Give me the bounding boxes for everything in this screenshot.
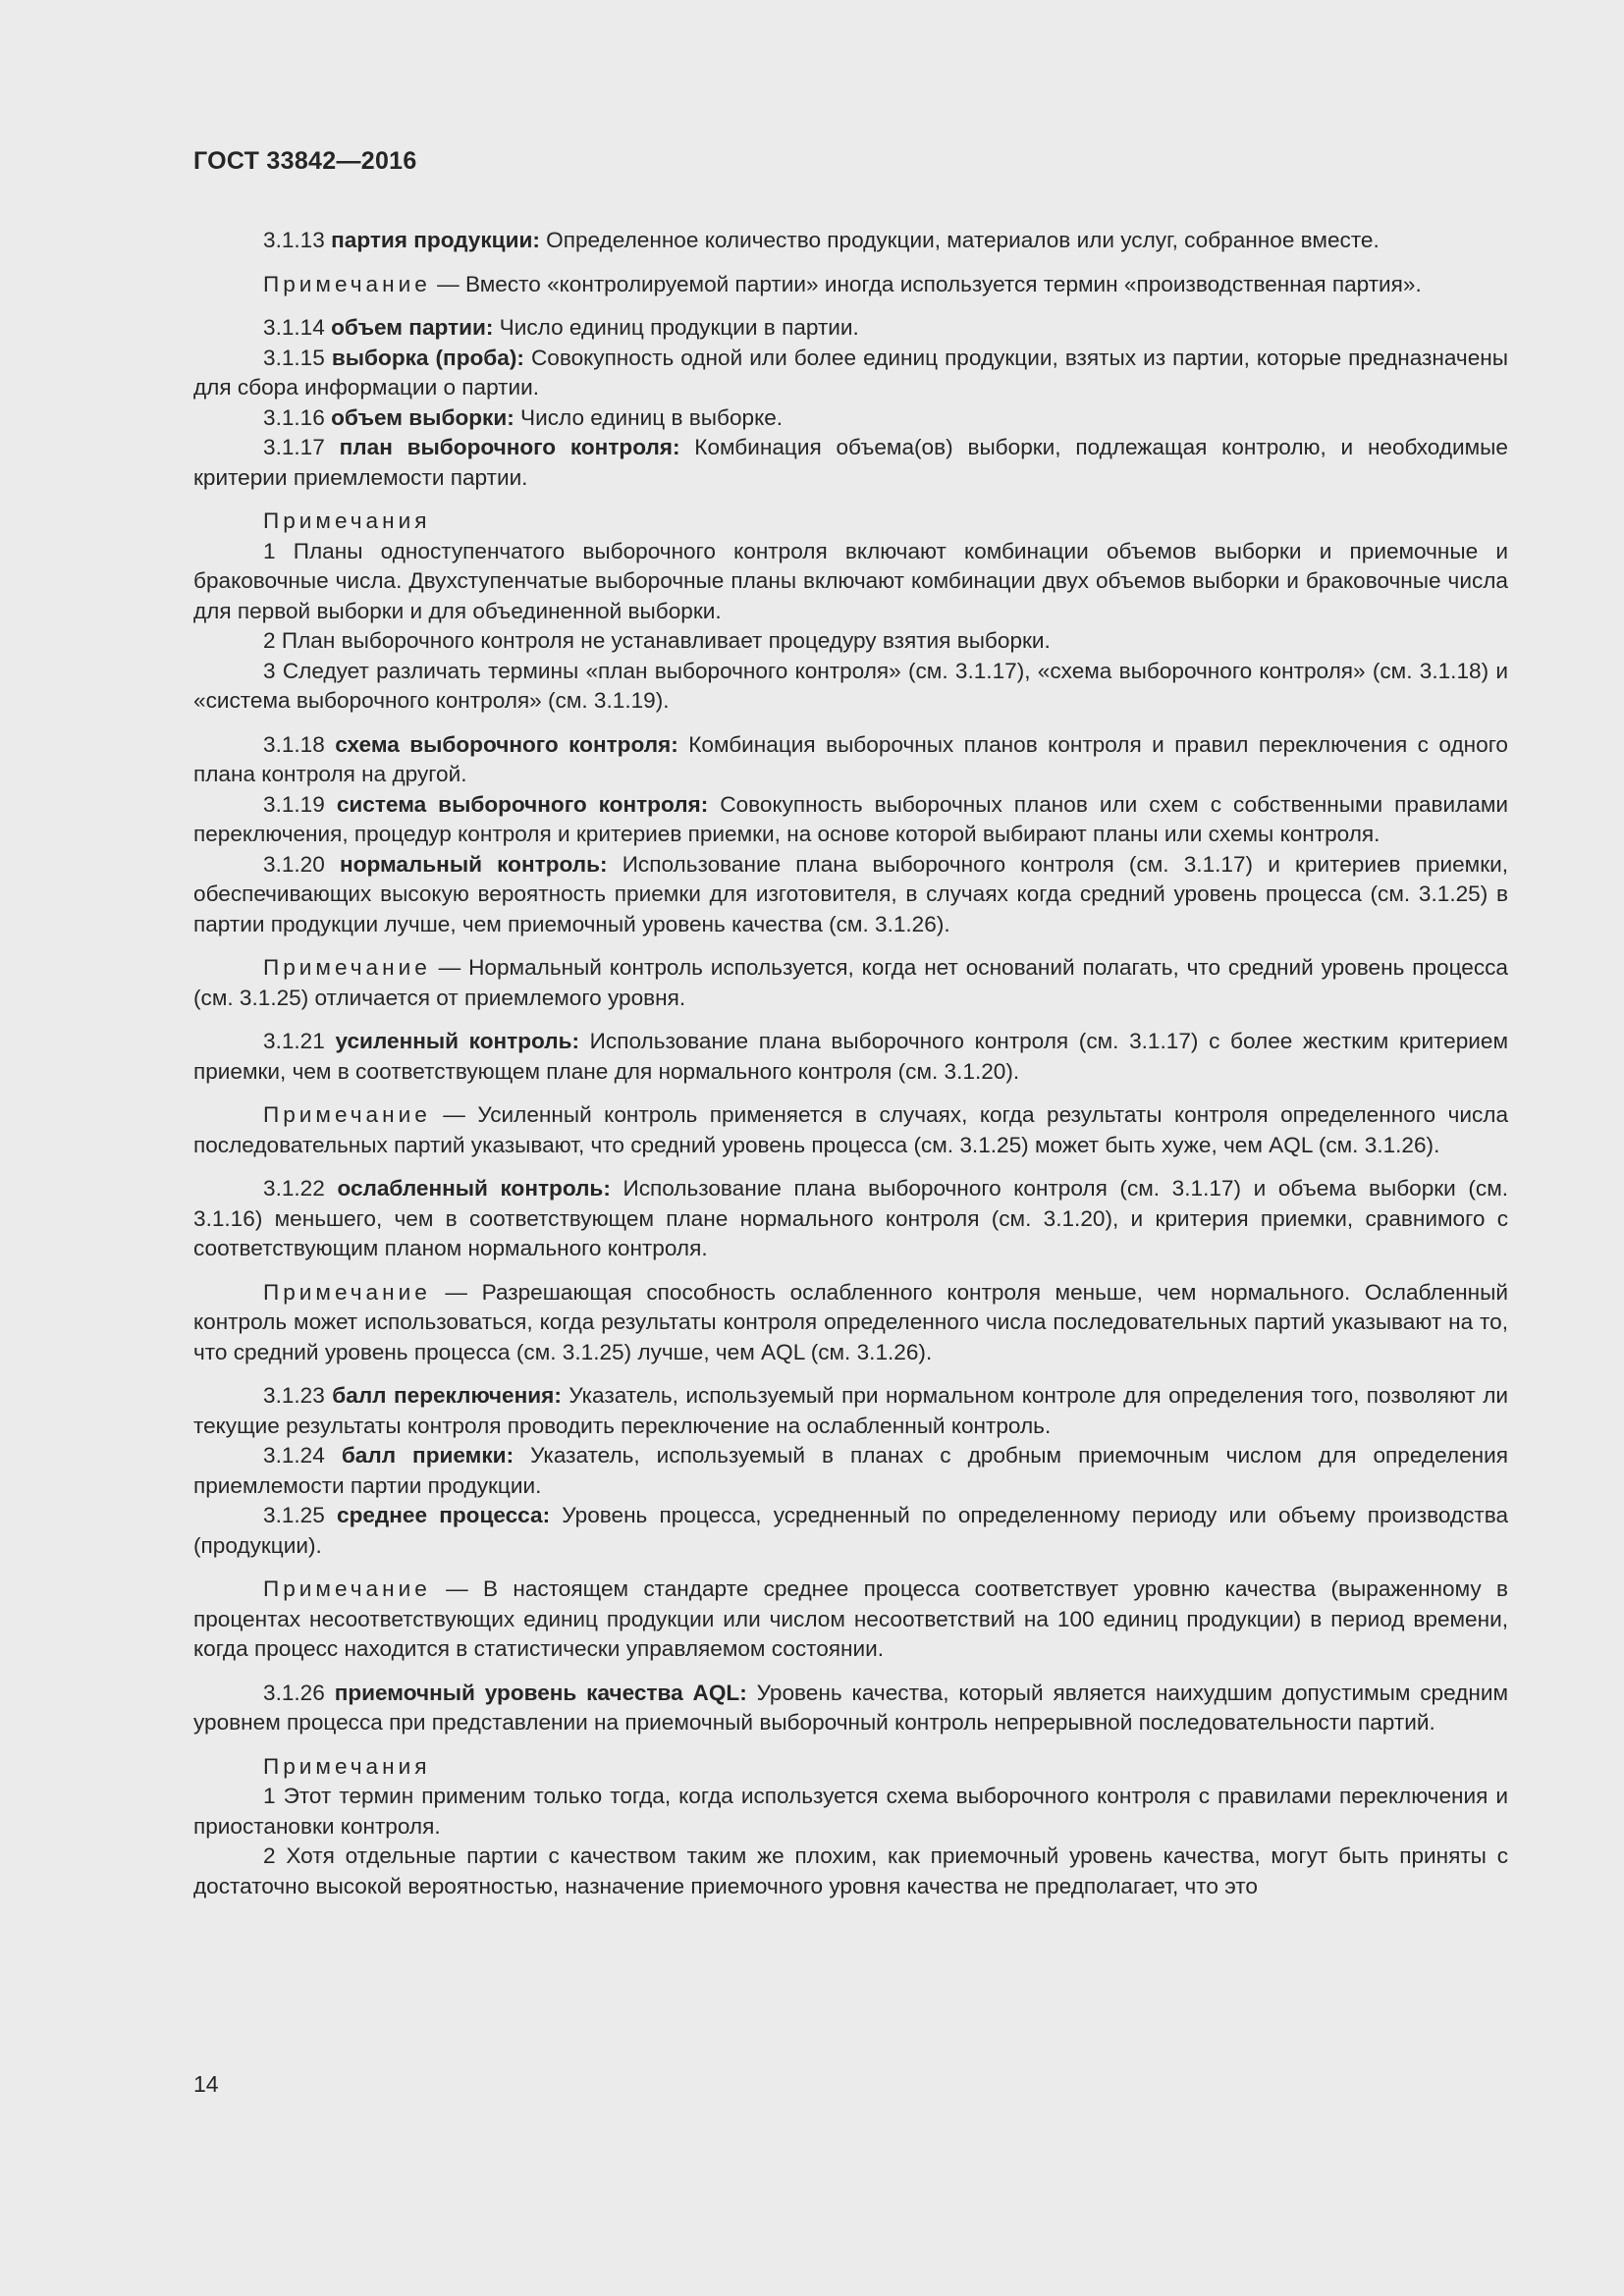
term-text: Комбинация объема(ов) выборки, подлежащая контролю, и необходимые критерии приемлемости партии.: [193, 435, 1508, 490]
note-item: [193, 537, 1508, 627]
term-name: балл приемки:: [341, 1443, 514, 1468]
note-dash: —: [443, 1102, 465, 1127]
term-number: 3.1.17: [263, 435, 325, 459]
term-number: 3.1.25: [263, 1503, 325, 1527]
note: [193, 1575, 1508, 1665]
term-number: 3.1.15: [263, 345, 325, 370]
term-name: ослабленный контроль:: [337, 1176, 611, 1201]
term-definition: [193, 403, 1508, 434]
term-name: партия продукции:: [331, 228, 540, 252]
term-text: Определенное количество продукции, материалов или услуг, собранное вместе.: [546, 228, 1380, 252]
term-definition: [193, 1381, 1508, 1441]
term-definition: [193, 790, 1508, 850]
term-name: схема выборочного контроля:: [335, 731, 678, 757]
note-label: Примечание: [263, 271, 431, 296]
term-text: Указатель, используемый в планах с дробным приемочным числом для определения приемлемости партии продукции.: [193, 1443, 1508, 1498]
term-text: Число единиц продукции в партии.: [499, 315, 859, 340]
term-name: выборка (проба):: [331, 345, 524, 370]
term-number: 3.1.23: [263, 1383, 325, 1408]
term-name: система выборочного контроля:: [336, 791, 709, 817]
term-text: Уровень качества, который является наихудшим допустимым средним уровнем процесса при представлении на приемочный выборочный контроль непрерывной последовательности партий.: [193, 1680, 1508, 1735]
term-name: балл переключения:: [332, 1383, 562, 1408]
term-name: нормальный контроль:: [340, 851, 608, 877]
term-definition: [193, 1501, 1508, 1561]
term-name: приемочный уровень качества AQL:: [334, 1680, 747, 1705]
note-item: [193, 657, 1508, 717]
note-text: В настоящем стандарте среднее процесса соответствует уровню качества (выраженному в процентах несоответствующих единиц продукции или числом несоответствий на 100 единиц продукции) в период времени, когда процесс находится в статистически управляемом состоянии.: [193, 1576, 1508, 1661]
term-name: объем партии:: [331, 315, 494, 340]
note: [193, 1100, 1508, 1160]
term-definition: [193, 1027, 1508, 1087]
term-name: объем выборки:: [331, 404, 514, 430]
note-dash: —: [445, 1279, 467, 1305]
term-number: 3.1.24: [263, 1443, 325, 1468]
note-dash: —: [437, 271, 460, 296]
note-label: Примечание: [263, 1576, 431, 1601]
term-number: 3.1.16: [263, 404, 325, 430]
note-item: [193, 1842, 1508, 1901]
term-text: Комбинация выборочных планов контроля и правил переключения с одного плана контроля на другой.: [193, 731, 1509, 786]
term-name: среднее процесса:: [337, 1503, 551, 1527]
note: [193, 270, 1508, 300]
term-definition: [193, 313, 1508, 344]
term-text: Использование плана выборочного контроля (см. 3.1.17) и критериев приемки, обеспечивающих высокую вероятность приемки для изготовителя, в случаях когда средний уровень процесса (см. 3.1.25) в партии продукции лучше, чем приемочный уровень качества (см. 3.1.26).: [193, 851, 1508, 936]
term-number: 3.1.13: [263, 228, 325, 252]
term-number: 3.1.18: [263, 731, 325, 757]
term-text: Совокупность одной или более единиц продукции, взятых из партии, которые предназначены для сбора информации о партии.: [193, 345, 1508, 400]
note-item: [193, 1782, 1508, 1842]
term-text: Использование плана выборочного контроля (см. 3.1.17) и объема выборки (см. 3.1.16) меньшего, чем в соответствующем плане нормального контроля (см. 3.1.20), и критерия приемки, сравнимого с соответствующим планом нормального контроля.: [193, 1176, 1509, 1260]
note-item-text: 2 Хотя отдельные партии с качеством таким же плохим, как приемочный уровень качества, могут быть приняты с достаточно высокой вероятностью, назначение приемочного уровня качества не предполагает, что это: [193, 1843, 1508, 1898]
term-number: 3.1.19: [263, 791, 325, 817]
term-name: усиленный контроль:: [335, 1029, 580, 1053]
page-number: 14: [193, 2071, 219, 2097]
document-header: ГОСТ 33842—2016: [193, 147, 417, 175]
term-definition: [193, 850, 1508, 940]
note: [193, 1278, 1508, 1368]
notes-heading-label: Примечания: [263, 1753, 431, 1779]
term-definition: [193, 1441, 1508, 1501]
note-item-text: 1 Этот термин применим только тогда, когда используется схема выборочного контроля с правилами переключения и приостановки контроля.: [193, 1784, 1508, 1839]
term-text: Совокупность выборочных планов или схем с собственными правилами переключения, процедур контроля и критериев приемки, на основе которой выбирают планы или схемы контроля.: [193, 791, 1509, 846]
note-item: [193, 626, 1508, 657]
term-name: план выборочного контроля:: [339, 435, 680, 459]
term-definition: [193, 433, 1508, 493]
term-text: Уровень процесса, усредненный по определенному периоду или объему производства (продукции).: [193, 1503, 1509, 1558]
note-dash: —: [446, 1576, 468, 1601]
term-number: 3.1.26: [263, 1680, 325, 1705]
term-definition: [193, 1174, 1508, 1264]
term-text: Число единиц в выборке.: [520, 404, 784, 430]
term-definition: [193, 1679, 1508, 1738]
note-dash: —: [438, 955, 461, 980]
document-body: [193, 226, 1508, 1901]
notes-heading: [193, 1752, 1508, 1783]
term-number: 3.1.14: [263, 315, 325, 340]
notes-heading: [193, 507, 1508, 537]
note-text: Вместо «контролируемой партии» иногда используется термин «производственная партия».: [464, 271, 1422, 296]
note-label: Примечание: [263, 1279, 431, 1305]
term-text: Указатель, используемый при нормальном контроле для определения того, позволяют ли текущие результаты контроля проводить переключение на ослабленный контроль.: [193, 1383, 1509, 1438]
note-text: Усиленный контроль применяется в случаях, когда результаты контроля определенного числа последовательных партий указывают, что средний уровень процесса (см. 3.1.25) может быть хуже, чем AQL (см. 3.1.26).: [193, 1102, 1509, 1157]
term-text: Использование плана выборочного контроля (см. 3.1.17) с более жестким критерием приемки, чем в соответствующем плане для нормального контроля (см. 3.1.20).: [193, 1029, 1509, 1084]
term-number: 3.1.21: [263, 1029, 325, 1053]
note-item-text: 1 Планы одноступенчатого выборочного контроля включают комбинации объемов выборки и приемочные и браковочные числа. Двухступенчатые выборочные планы включают комбинации двух объемов выборки и браковочные числа для первой выборки и для объединенной выборки.: [193, 538, 1508, 623]
term-definition: [193, 730, 1508, 790]
note-label: Примечание: [263, 1102, 431, 1127]
note-text: Нормальный контроль используется, когда нет оснований полагать, что средний уровень процесса (см. 3.1.25) отличается от приемлемого уровня.: [193, 955, 1508, 1010]
term-definition: [193, 344, 1508, 403]
term-number: 3.1.22: [263, 1176, 325, 1201]
term-number: 3.1.20: [263, 851, 325, 877]
note-text: Разрешающая способность ослабленного контроля меньше, чем нормального. Ослабленный контроль может использоваться, когда результаты контроля определенного числа последовательных партий указывают на то, что средний уровень процесса (см. 3.1.25) лучше, чем AQL (см. 3.1.26).: [193, 1279, 1508, 1364]
note: [193, 953, 1508, 1013]
term-definition: [193, 226, 1508, 256]
note-item-text: 2 План выборочного контроля не устанавливает процедуру взятия выборки.: [263, 628, 1051, 653]
notes-heading-label: Примечания: [263, 508, 431, 533]
note-label: Примечание: [263, 955, 431, 980]
note-item-text: 3 Следует различать термины «план выборочного контроля» (см. 3.1.17), «схема выборочного контроля» (см. 3.1.18) и «система выборочного контроля» (см. 3.1.19).: [193, 658, 1508, 713]
